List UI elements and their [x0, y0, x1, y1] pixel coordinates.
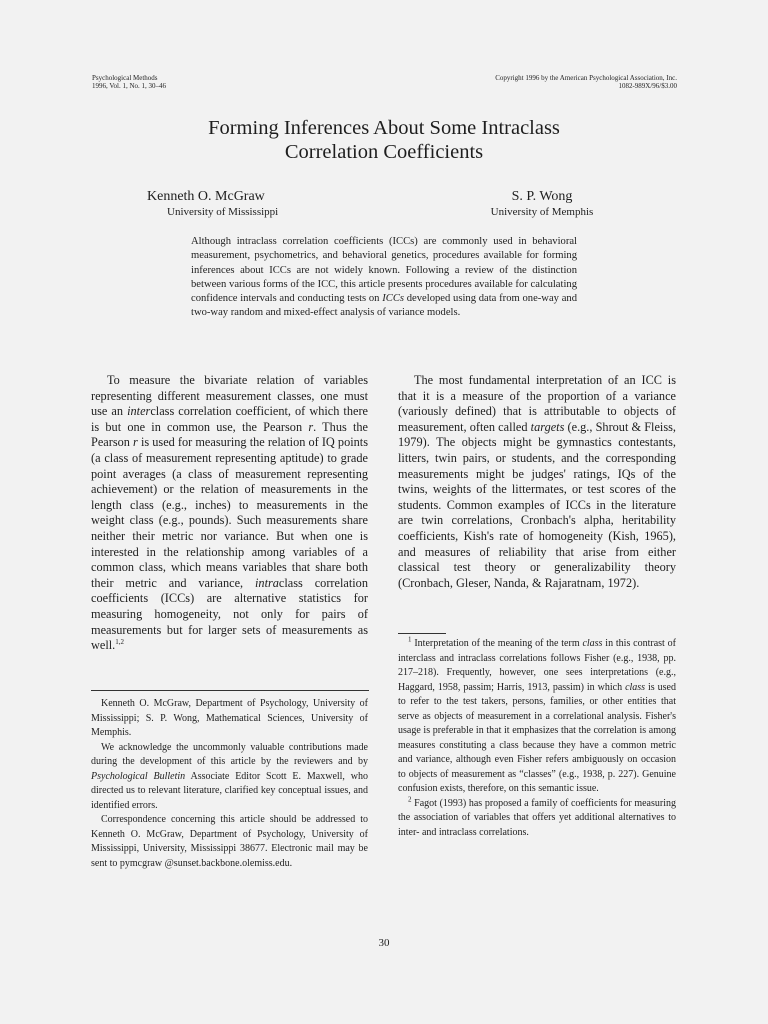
body-paragraph — [91, 373, 368, 654]
body-paragraph — [398, 373, 676, 591]
title-line-2: Correlation Coefficients — [284, 141, 484, 163]
footnote-text: is used to refer to the test takers, persons, families, or other entities that serve as objects of measurement in a correlational analysis. Fisher's usage is preferable in that it emphasizes that the correlation is among measures constituting a class because they have a common metric and variance, although even Fisher refers ambiguously on occasion to objects of measurement as “classes” (e.g., 1938, p. 227). Genuine confusion exists, therefore, on this semantic issue. — [398, 681, 676, 794]
italic-term: r — [133, 435, 138, 450]
italic-term: class — [582, 638, 603, 649]
author-note-correspondence: Correspondence concerning this article should be addressed to Kenneth O. McGraw, Department of Psychology, University of Mississippi, University, Mississippi 38677. Electronic mail may be sent to pymcgraw @sunset.backbone.olemiss.edu. — [91, 814, 368, 869]
footnote-number: 1 — [408, 635, 412, 644]
body-text: The most fundamental interpretation of an ICC is that it is a measure of the proportion of a variance (variously defined) that is attributable to objects of measurement, often called — [398, 373, 676, 434]
italic-term: inter — [127, 404, 151, 419]
note-text: We acknowledge the uncommonly valuable contributions made during the development of this article by the reviewers and by — [91, 741, 368, 767]
body-text: class correlation coefficient, of which there is but one in common use, the Pearson — [91, 404, 368, 434]
note-text: Associate Editor Scott E. Maxwell, who directed us to relevant literature, clarified key conceptual issues, and identified errors. — [91, 770, 369, 811]
volume-info: 1996, Vol. 1, No. 1, 30–46 — [92, 82, 167, 90]
page-number: 30 — [378, 937, 390, 949]
running-header-left — [92, 74, 166, 90]
body-text: To measure the bivariate relation of variables representing different measurement classes, one must use an — [91, 373, 368, 419]
abstract — [191, 235, 577, 321]
author-name: Kenneth O. McGraw — [147, 189, 265, 204]
author-affiliation: University of Mississippi — [167, 206, 279, 218]
abstract-italic: ICCs — [382, 293, 405, 305]
author-block-1 — [147, 188, 278, 219]
article-title — [0, 116, 768, 164]
italic-term: intra — [255, 575, 279, 590]
footnote-text: in this contrast of interclass and intraclass correlations follows Fisher (e.g., 1938, pp. 217–218). Frequently, however, one sees interpretations (e.g., Haggard, 1958, passim; Harris, 1913, passim) in which — [398, 638, 676, 693]
footnotes — [398, 637, 676, 840]
author-name: S. P. Wong — [511, 189, 573, 204]
italic-term: targets — [530, 419, 565, 434]
author-block-2 — [472, 188, 612, 219]
body-text: (e.g., Shrout & Fleiss, 1979). The objects might be gymnastics contestants, litters, twin pairs, or students, and the corresponding measurements might be judges' ratings, IQs of the twins, weights of the littermates, or test scores of the students. Common examples of ICCs in the literature are twin correlations, Cronbach's alpha, heritability coefficients, Kish's rate of homogeneity (Kish, 1965), and measures of reliability that arise from either classical test theory or generalizability theory (Cronbach, Gleser, Nanda, & Rajaratnam, 1972). — [398, 419, 676, 590]
author-note-acknowledgment — [91, 741, 368, 814]
author-affiliation: University of Memphis — [490, 206, 594, 218]
issn-price: 1082-989X/96/$3.00 — [618, 82, 677, 90]
running-header-right — [430, 74, 677, 90]
body-text: class correlation coefficients (ICCs) are alternative statistics for measuring homogeneity, not only for pairs of measurements but for larger sets of measurements as well. — [91, 575, 368, 653]
journal-name: Psychological Methods — [92, 74, 158, 82]
title-line-1: Forming Inferences About Some Intraclass — [208, 117, 560, 139]
journal-title: Psychological Bulletin — [91, 770, 186, 782]
copyright-notice: Copyright 1996 by the American Psychological Association, Inc. — [495, 74, 677, 82]
footnote-marker: 1,2 — [115, 638, 124, 646]
author-note-affiliations: Kenneth O. McGraw, Department of Psychology, University of Mississippi; S. P. Wong, Mathematical Sciences, University of Memphis. — [91, 698, 368, 738]
left-column-body — [91, 373, 368, 654]
body-text: . Thus the Pearson — [91, 419, 368, 450]
italic-term: class — [625, 681, 646, 693]
footnote-number: 2 — [408, 795, 412, 804]
abstract-text-end: developed using data from one-way and two-way random and mixed-effect analysis of variance models. — [191, 293, 577, 319]
footnote-1 — [398, 637, 676, 797]
footnote-text: Fagot (1993) has proposed a family of coefficients for measuring the association of variables that offers yet additional alternatives to inter- and intraclass correlations. — [398, 797, 676, 838]
body-text: is used for measuring the relation of IQ points (a class of measurement representing aptitude) to grade point averages (a class of measurement representing achievement) or the relation of measurements in the length class (e.g., inches) to measurements in the weight class (e.g., pounds). Such measurements share neither their metric nor variance. But when one is interested in the relationship among variables of a common class, which means variables that share both their metric and variance, — [91, 435, 368, 590]
italic-term: r — [308, 419, 314, 434]
footnote-rule — [398, 633, 446, 634]
footnote-text: Interpretation of the meaning of the term — [411, 638, 583, 649]
right-column-body — [398, 373, 676, 591]
footnote-2 — [398, 797, 676, 841]
author-notes — [91, 697, 368, 871]
abstract-text: Although intraclass correlation coefficients (ICCs) are commonly used in behavioral measurement, psychometrics, and behavioral genetics, procedures available for forming inferences about ICCs are not widely known. Following a review of the distinction between various forms of the ICC, this article presents procedures available for calculating confidence intervals and conducting tests on — [191, 236, 577, 305]
author-note-rule — [91, 690, 369, 691]
